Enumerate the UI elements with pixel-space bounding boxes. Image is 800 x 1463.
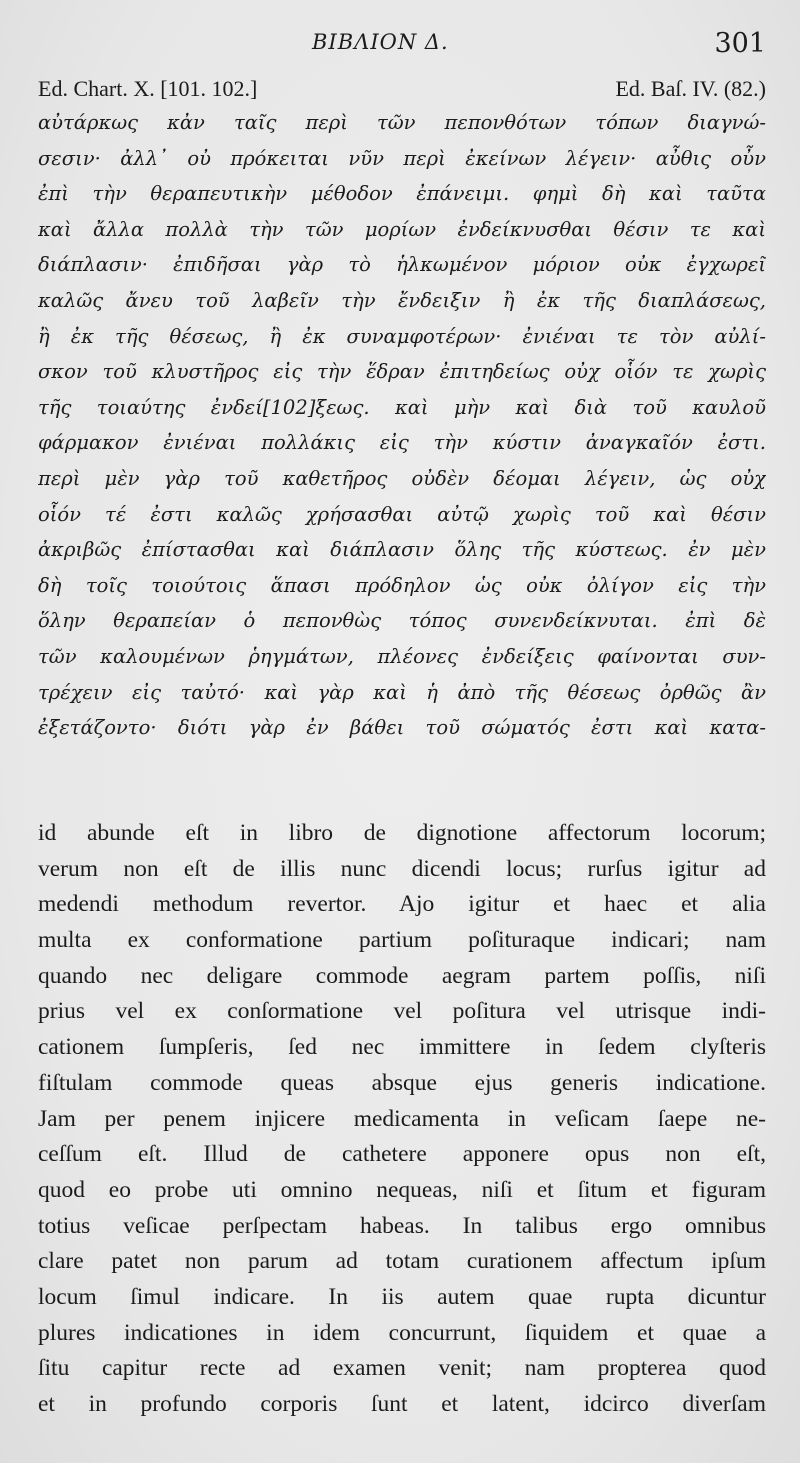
greek-text-line: ὅλην θεραπείαν ὁ πεπονθὼς τόπος συνενδείκνυται. ἐπὶ δὲ — [38, 609, 766, 633]
latin-text-line: quando nec deligare commode aegram partem poſſis, niſi — [38, 962, 766, 989]
running-header — [0, 30, 800, 62]
latin-text-line: verum non eſt de illis nunc dicendi locus; rurſus igitur ad — [38, 855, 766, 882]
greek-text-line: αὐτάρκως κἀν ταῖς περὶ τῶν πεπονθότων τόπων διαγνώ- — [38, 111, 766, 134]
latin-text-line: medendi methodum revertor. Ajo igitur et haec et alia — [38, 891, 766, 918]
greek-text-line: φάρμακον ἐνιέναι πολλάκις εἰς τὴν κύστιν ἀναγκαῖόν ἐστι. — [38, 431, 766, 455]
edition-ref-basel: Ed. Baſ. IV. (82.) — [615, 76, 766, 101]
greek-text-line: τῶν καλουμένων ῥηγμάτων, πλέονες ἐνδείξεις φαίνονται συν- — [38, 644, 766, 668]
latin-text-line: fiſtulam commode queas absque ejus generis indicatione. — [38, 1069, 766, 1096]
latin-text-line: clare patet non parum ad totam curationem affectum ipſum — [38, 1248, 766, 1275]
latin-text-line: id abunde eſt in libro de dignotione affectorum locorum; — [38, 820, 766, 846]
latin-text-line: quod eo probe uti omnino nequeas, niſi et ſitum et figuram — [38, 1176, 766, 1203]
latin-text-line: plures indicationes in idem concurrunt, ſiquidem et quae a — [38, 1319, 766, 1346]
greek-text-line: οἷόν τέ ἐστι καλῶς χρήσασθαι αὐτῷ χωρὶς τοῦ καὶ θέσιν — [38, 502, 766, 526]
greek-text-line: διάπλασιν· ἐπιδῆσαι γὰρ τὸ ἡλκωμένον μόριον οὐκ ἐγχωρεῖ — [38, 253, 766, 277]
latin-text-line: Jam per penem injicere medicamenta in veſicam ſaepe ne- — [38, 1105, 766, 1132]
greek-text-line: περὶ μὲν γὰρ τοῦ καθετῆρος οὐδὲν δέομαι λέγειν, ὡς οὐχ — [38, 466, 766, 490]
greek-text-line: ἢ ἐκ τῆς θέσεως, ἢ ἐκ συναμφοτέρων· ἐνιέναι τε τὸν αὐλί- — [38, 324, 766, 348]
latin-text-line: ceſſum eſt. Illud de cathetere apponere opus non eſt, — [38, 1141, 766, 1168]
latin-text-line: locum ſimul indicare. In iis autem quae rupta dicuntur — [38, 1283, 766, 1310]
greek-text-line: καὶ ἄλλα πολλὰ τὴν τῶν μορίων ἐνδείκνυσθαι θέσιν τε καὶ — [38, 217, 766, 241]
greek-text-line: δὴ τοῖς τοιούτοις ἅπασι πρόδηλον ὡς οὐκ ὀλίγον εἰς τὴν — [38, 573, 766, 597]
edition-ref-chartier: Ed. Chart. X. [101. 102.] — [38, 76, 258, 101]
latin-text-line: ſitu capitur recte ad examen venit; nam propterea quod — [38, 1355, 766, 1382]
page-number: 301 — [714, 28, 766, 59]
edition-references — [38, 76, 766, 104]
latin-text-line: cationem ſumpſeris, ſed nec immittere in ſedem clyſteris — [38, 1034, 766, 1061]
greek-text-block — [38, 105, 766, 746]
latin-text-block — [38, 816, 766, 1423]
greek-text-line: ἀκριβῶς ἐπίστασθαι καὶ διάπλασιν ὅλης τῆς κύστεως. ἐν μὲν — [38, 538, 766, 562]
latin-text-line: totius veſicae perſpectam habeas. In talibus ergo omnibus — [38, 1212, 766, 1239]
greek-text-line: σεσιν· ἀλλ᾽ οὐ πρόκειται νῦν περὶ ἐκείνων λέγειν· αὖθις οὖν — [38, 146, 766, 170]
greek-text-line: ἐπὶ τὴν θεραπευτικὴν μέθοδον ἐπάνειμι. φημὶ δὴ καὶ ταῦτα — [38, 182, 766, 206]
greek-text-line: τῆς τοιαύτης ἐνδεί[102]ξεως. καὶ μὴν καὶ διὰ τοῦ καυλοῦ — [38, 395, 766, 419]
latin-text-line: prius vel ex conſormatione vel poſitura vel utrisque indi- — [38, 998, 766, 1025]
greek-text-line: ἐξετάζοντο· διότι γὰρ ἐν βάθει τοῦ σώματός ἐστι καὶ κατα- — [38, 716, 766, 740]
greek-text-line: σκον τοῦ κλυστῆρος εἰς τὴν ἕδραν ἐπιτηδείως οὐχ οἷόν τε χωρὶς — [38, 360, 766, 384]
latin-text-line: et in profundo corporis ſunt et latent, idcirco diverſam — [38, 1391, 766, 1417]
greek-text-line: καλῶς ἄνευ τοῦ λαβεῖν τὴν ἔνδειξιν ἢ ἐκ τῆς διαπλάσεως, — [38, 288, 766, 312]
latin-text-line: multa ex conformatione partium poſituraque indicari; nam — [38, 927, 766, 954]
greek-text-line: τρέχειν εἰς ταὐτό· καὶ γὰρ καὶ ἡ ἀπὸ τῆς θέσεως ὀρθῶς ἂν — [38, 680, 766, 704]
book-title: BIBΛION Δ. — [312, 30, 449, 54]
